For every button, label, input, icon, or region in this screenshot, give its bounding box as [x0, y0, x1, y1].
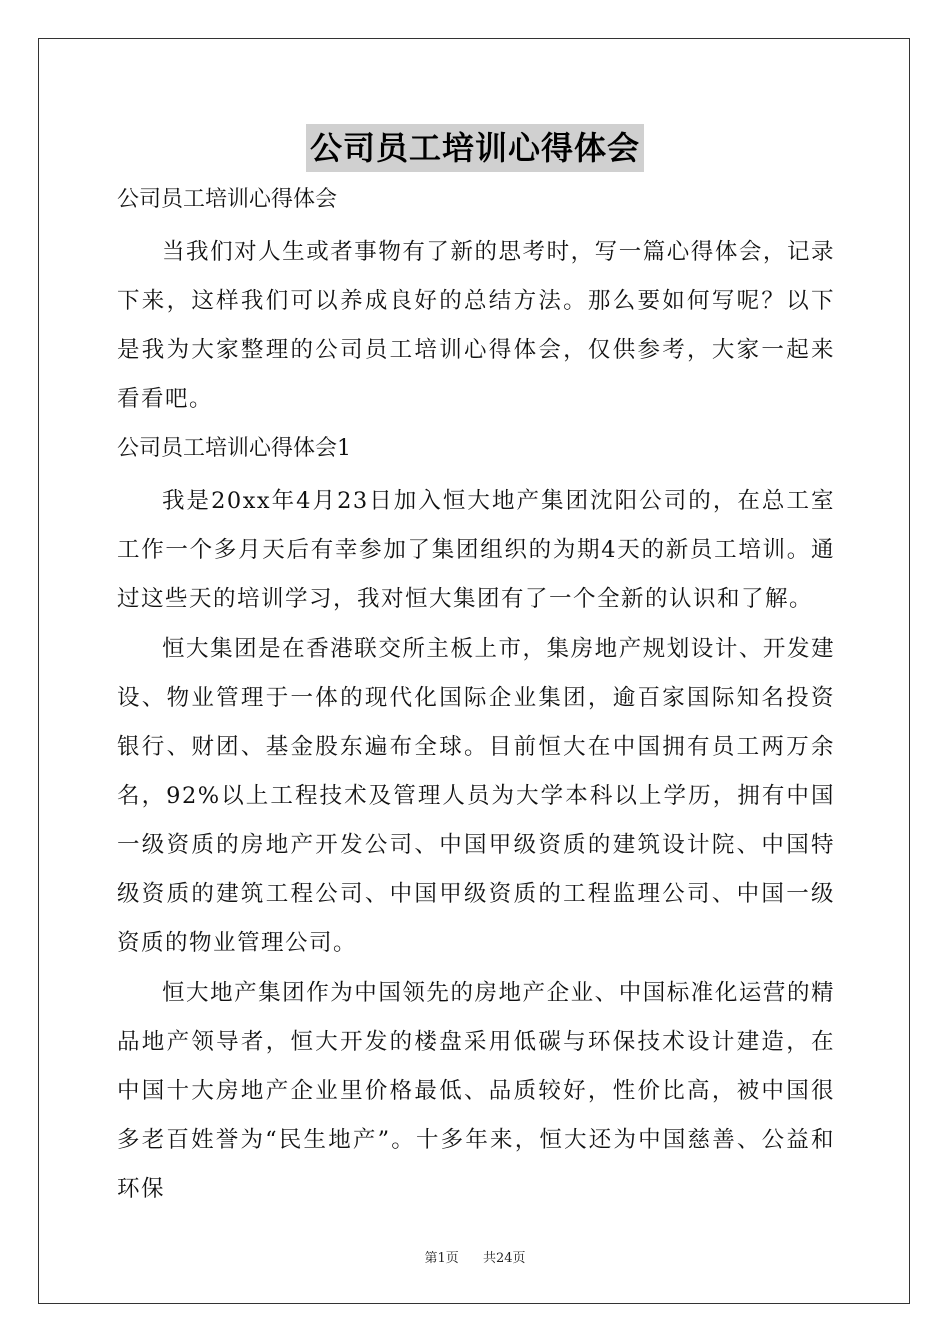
section-heading: 公司员工培训心得体会1 — [117, 436, 351, 461]
page-footer — [0, 1247, 950, 1266]
body-paragraph-3: 恒大地产集团作为中国领先的房地产企业、中国标准化运营的精品地产领导者，恒大开发的楼盘采用低碳与环保技术设计建造，在中国十大房地产企业里价格最低、品质较好，性价比高，被中国很多老百姓誉为“民生地产”。十多年来，恒大还为中国慈善、公益和环保 — [117, 980, 835, 1202]
body-paragraph-2: 恒大集团是在香港联交所主板上市，集房地产规划设计、开发建设、物业管理于一体的现代化国际企业集团，逾百家国际知名投资银行、财团、基金股东遍布全球。目前恒大在中国拥有员工两万余名，92%以上工程技术及管理人员为大学本科以上学历，拥有中国一级资质的房地产开发公司、中国甲级资质的建筑设计院、中国特级资质的建筑工程公司、中国甲级资质的工程监理公司、中国一级资质的物业管理公司。 — [117, 636, 835, 956]
document-subtitle: 公司员工培训心得体会 — [117, 187, 338, 212]
title-container — [0, 124, 950, 172]
page-number: 第1页 — [424, 1251, 459, 1266]
document-body — [117, 176, 835, 1214]
page-total: 共24页 — [483, 1251, 526, 1266]
document-title: 公司员工培训心得体会 — [306, 124, 644, 172]
body-paragraph-1: 我是20xx年4月23日加入恒大地产集团沈阳公司的，在总工室工作一个多月天后有幸参加了集团组织的为期4天的新员工培训。通过这些天的培训学习，我对恒大集团有了一个全新的认识和了解。 — [117, 488, 835, 612]
intro-paragraph: 当我们对人生或者事物有了新的思考时，写一篇心得体会，记录下来，这样我们可以养成良好的总结方法。那么要如何写呢？以下是我为大家整理的公司员工培训心得体会，仅供参考，大家一起来看看吧。 — [117, 239, 835, 412]
